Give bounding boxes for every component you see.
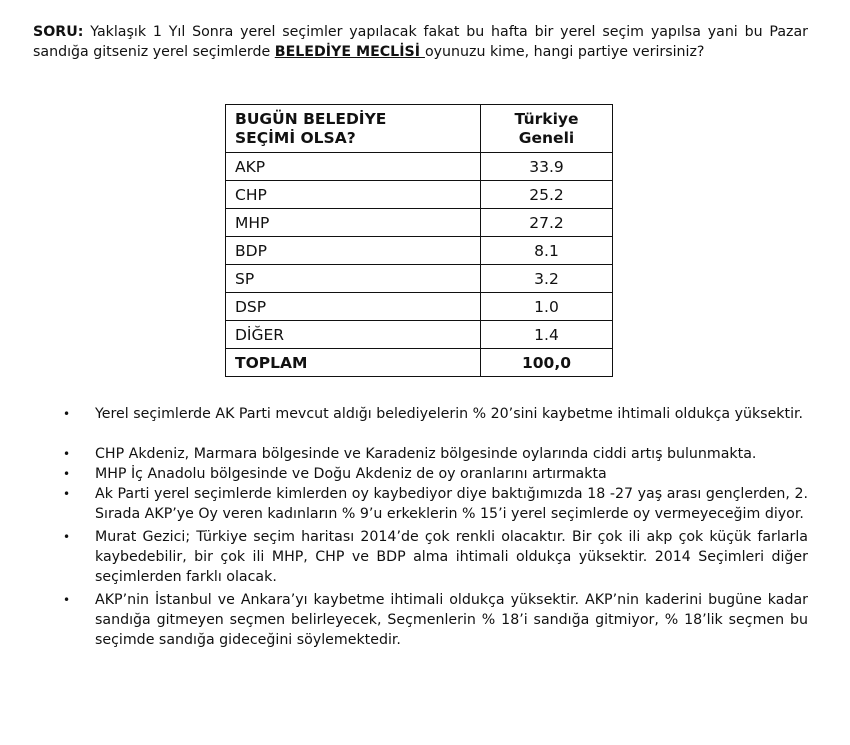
note-text: CHP Akdeniz, Marmara bölgesinde ve Karadeniz bölgesinde oylarında ciddi artış bulunmakta. (95, 446, 757, 462)
note-text: Murat Gezici; Türkiye seçim haritası 2014’de çok renkli olacaktır. Bir çok ili akp çok küçük farlarla kaybedebilir, bir çok ili MHP, CHP ve BDP alma ihtimali oldukça yüksektir. 2014 Seçimleri diğer seçimlerden farklı olacak. (95, 529, 808, 585)
party-value: 1.0 (481, 293, 613, 321)
question-label: SORU: (33, 24, 84, 40)
party-value: 33.9 (481, 153, 613, 181)
party-value: 25.2 (481, 181, 613, 209)
bullet-icon: • (63, 593, 71, 607)
total-label: TOPLAM (226, 349, 481, 377)
question-text-after: oyunuzu kime, hangi partiye verirsiniz? (424, 44, 705, 60)
note-text: Ak Parti yerel seçimlerde kimlerden oy kaybediyor diye baktığımızda 18 -27 yaş arası gençlerden, 2. Sırada AKP’ye Oy veren kadınların % 9’u erkeklerin % 15’i yerel seçimlerde oy vermeyeceğim diyor. (95, 486, 808, 522)
bullet-icon: • (63, 447, 71, 461)
note-text: MHP İç Anadolu bölgesinde ve Doğu Akdeniz de oy oranlarını artırmakta (95, 466, 607, 482)
party-value: 8.1 (481, 237, 613, 265)
party-name: CHP (226, 181, 481, 209)
question-text-before: Yaklaşık 1 Yıl Sonra yerel seçimler yapılacak fakat bu hafta bir yerel seçim yapılsa yani bu Pazar sandığa gitseniz yerel seçimlerde (33, 24, 808, 60)
party-name: DSP (226, 293, 481, 321)
party-value: 3.2 (481, 265, 613, 293)
party-name: BDP (226, 237, 481, 265)
party-name: SP (226, 265, 481, 293)
party-value: 27.2 (481, 209, 613, 237)
list-item (60, 444, 808, 464)
header-scenario: BUGÜN BELEDİYE SEÇİMİ OLSA? (226, 105, 481, 153)
question-emphasis: BELEDİYE MECLİSİ (274, 44, 425, 60)
party-name: DİĞER (226, 321, 481, 349)
list-item (60, 464, 808, 484)
party-name: MHP (226, 209, 481, 237)
list-item (60, 404, 808, 424)
total-value: 100,0 (481, 349, 613, 377)
header-region: Türkiye Geneli (481, 105, 613, 153)
results-table (225, 104, 613, 377)
table-row (226, 237, 613, 265)
table-header-row (226, 105, 613, 153)
table-total-row (226, 349, 613, 377)
table-row (226, 209, 613, 237)
table-row (226, 153, 613, 181)
note-text: AKP’nin İstanbul ve Ankara’yı kaybetme ihtimali oldukça yüksektir. AKP’nin kaderini bugüne kadar sandığa gitmeyen seçmen belirleyecek, Seçmenlerin % 18’i sandığa gitmiyor, % 18’lik seçmen bu seçimde sandığa gideceğini söylemektedir. (95, 592, 808, 648)
table-row (226, 181, 613, 209)
survey-question (33, 22, 808, 62)
findings-list (60, 404, 808, 650)
table-row (226, 265, 613, 293)
bullet-icon: • (63, 530, 71, 544)
list-item (60, 590, 808, 650)
bullet-icon: • (63, 407, 71, 421)
party-value: 1.4 (481, 321, 613, 349)
bullet-icon: • (63, 487, 71, 501)
table-row (226, 293, 613, 321)
table-row (226, 321, 613, 349)
bullet-icon: • (63, 467, 71, 481)
list-item (60, 484, 808, 524)
party-name: AKP (226, 153, 481, 181)
list-item (60, 527, 808, 587)
note-text: Yerel seçimlerde AK Parti mevcut aldığı belediyelerin % 20’sini kaybetme ihtimali oldukça yüksektir. (95, 406, 804, 422)
